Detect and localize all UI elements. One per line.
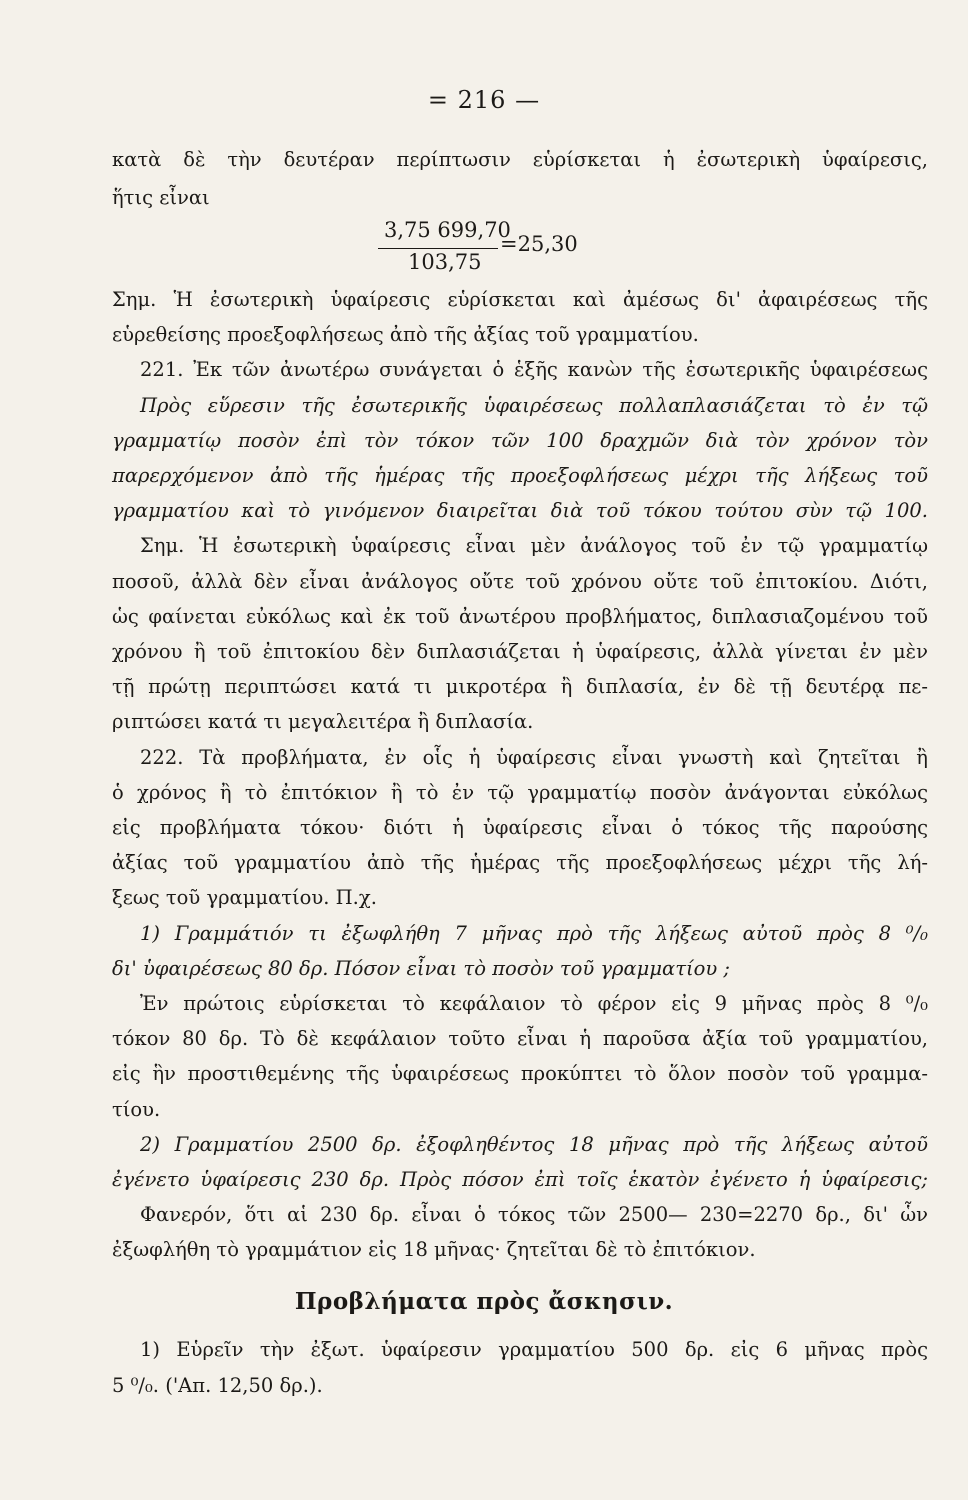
text-line: παρερχόμενον ἀπὸ τῆς ἡμέρας τῆς προεξοφλήσεως μέχρι τῆς λήξεως τοῦ (112, 464, 928, 487)
text-line: 5 ⁰/₀. ('Απ. 12,50 δρ.). (112, 1374, 323, 1397)
text-line: τῇ πρώτῃ περιπτώσει κατά τι μικροτέρα ἢ διπλασία, ἐν δὲ τῇ δευτέρᾳ πε- (112, 675, 928, 699)
text-line: 1) Γραμμάτιόν τι ἐξωφλήθη 7 μῆνας πρὸ τῆς λήξεως αὐτοῦ πρὸς 8 ⁰/₀ (140, 921, 928, 945)
text-line: Πρὸς εὕρεσιν τῆς ἐσωτερικῆς ὑφαιρέσεως πολλαπλασιάζεται τὸ ἐν τῷ (140, 393, 928, 417)
text-line: ριπτώσει κατά τι μεγαλειτέρα ἢ διπλασία. (112, 710, 534, 734)
text-line: ξεως τοῦ γραμματίου. Π.χ. (112, 886, 377, 910)
text-line: γραμματίῳ ποσὸν ἐπὶ τὸν τόκον τῶν 100 δραχμῶν διὰ τὸν χρόνον τὸν (112, 428, 928, 452)
text-line: τόκον 80 δρ. Τὸ δὲ κεφάλαιον τοῦτο εἶναι ἡ παροῦσα ἀξία τοῦ γραμματίου, (112, 1027, 928, 1051)
text-line: εἰς ἣν προστιθεμένης τῆς ὑφαιρέσεως προκύπτει τὸ ὅλον ποσὸν τοῦ γραμμα- (112, 1062, 928, 1086)
text-line: 1) Εὑρεῖν τὴν ἐξωτ. ὑφαίρεσιν γραμματίου 500 δρ. εἰς 6 μῆνας πρὸς (140, 1338, 928, 1361)
text-line: ἀξίας τοῦ γραμματίου ἀπὸ τῆς ἡμέρας τῆς προεξοφλήσεως μέχρι τῆς λή- (112, 851, 928, 875)
text-line: ὡς φαίνεται εὐκόλως καὶ ἐκ τοῦ ἀνωτέρου προβλήματος, διπλασιαζομένου τοῦ (112, 604, 928, 628)
page-number: = 216 — (427, 86, 541, 114)
text-line: τίου. (112, 1097, 161, 1121)
text-line: κατὰ δὲ τὴν δευτέραν περίπτωσιν εὑρίσκεται ἡ ἐσωτερικὴ ὑφαίρεσις, (112, 148, 928, 171)
text-line: χρόνου ἢ τοῦ ἐπιτοκίου δὲν διπλασιάζεται ἡ ὑφαίρεσις, ἀλλὰ γίνεται ἐν μὲν (112, 640, 928, 663)
text-line: εὑρεθείσης προεξοφλήσεως ἀπὸ τῆς ἀξίας τοῦ γραμματίου. (112, 323, 699, 347)
text-line: εἰς προβλήματα τόκου· διότι ἡ ὑφαίρεσις εἶναι ὁ τόκος τῆς παρούσης (112, 816, 928, 839)
text-line: ἥτις εἶναι (112, 186, 210, 210)
text-line: Σημ. Ἡ ἐσωτερικὴ ὑφαίρεσις εὑρίσκεται καὶ ἀμέσως δι' ἀφαιρέσεως τῆς (112, 288, 928, 311)
text-line: γραμματίου καὶ τὸ γινόμενον διαιρεῖται διὰ τοῦ τόκου τούτου σὺν τῷ 100. (112, 499, 928, 523)
text-line: ἐξωφλήθη τὸ γραμμάτιον εἰς 18 μῆνας· ζητεῖται δὲ τὸ ἐπιτόκιον. (112, 1238, 756, 1262)
text-line: Σημ. Ἡ ἐσωτερικὴ ὑφαίρεσις εἶναι μὲν ἀνάλογος τοῦ ἐν τῷ γραμματίῳ (140, 534, 928, 558)
text-line: ὁ χρόνος ἢ τὸ ἐπιτόκιον ἢ τὸ ἐν τῷ γραμματίῳ ποσὸν ἀνάγονται εὐκόλως (112, 780, 928, 804)
text-line: Φανερόν, ὅτι αἱ 230 δρ. εἶναι ὁ τόκος τῶν 2500— 230=2270 δρ., δι' ὧν (140, 1203, 928, 1227)
text-line: δι' ὑφαιρέσεως 80 δρ. Πόσον εἶναι τὸ ποσὸν τοῦ γραμματίου ; (112, 956, 730, 980)
text-line: Ἐν πρώτοις εὑρίσκεται τὸ κεφάλαιον τὸ φέρον εἰς 9 μῆνας πρὸς 8 ⁰/₀ (140, 992, 928, 1015)
fraction-denominator: 103,75 (408, 250, 482, 274)
exercises-heading: Προβλήματα πρὸς ἄσκησιν. (294, 1288, 674, 1315)
text-line: ποσοῦ, ἀλλὰ δὲν εἶναι ἀνάλογος οὔτε τοῦ χρόνου οὔτε τοῦ ἐπιτοκίου. Διότι, (112, 569, 928, 593)
text-line: 222. Τὰ προβλήματα, ἐν οἷς ἡ ὑφαίρεσις εἶναι γνωστὴ καὶ ζητεῖται ἢ (140, 745, 928, 769)
text-line: ἐγένετο ὑφαίρεσις 230 δρ. Πρὸς πόσον ἐπὶ τοῖς ἑκατὸν ἐγένετο ἡ ὑφαίρεσις; (112, 1168, 928, 1191)
text-line: 221. Ἐκ τῶν ἀνωτέρω συνάγεται ὁ ἑξῆς κανὼν τῆς ἐσωτερικῆς ὑφαιρέσεως (140, 358, 928, 382)
text-line: 2) Γραμματίου 2500 δρ. ἐξοφληθέντος 18 μῆνας πρὸ τῆς λήξεως αὐτοῦ (140, 1132, 928, 1156)
fraction-numerator: 3,75 699,70 (384, 218, 511, 242)
fraction-bar (378, 248, 498, 249)
fraction-result: =25,30 (500, 232, 578, 256)
